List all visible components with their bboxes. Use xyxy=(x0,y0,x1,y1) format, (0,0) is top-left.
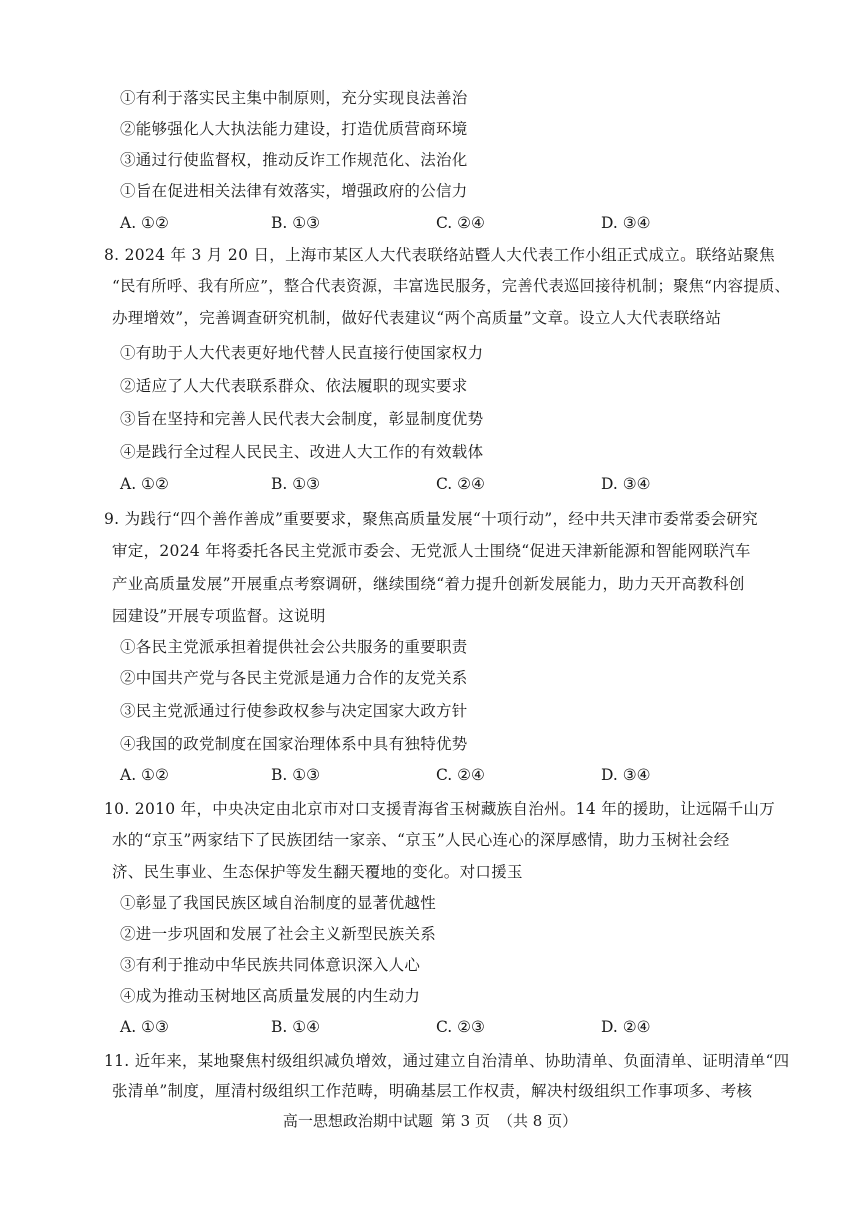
q10-stem-line-1: 10. 2010 年，中央决定由北京市对口支援青海省玉树藏族自治州。14 年的援助，让远隔千山万 xyxy=(104,800,776,818)
q9-stem-line-2: 审定，2024 年将委托各民主党派市委会、无党派人士围绕“促进天津新能源和智能网联汽车 xyxy=(112,542,751,560)
q9-choice-d: D. ③④ xyxy=(601,766,651,784)
q8-stem-line-1: 8. 2024 年 3 月 20 日，上海市某区人大代表联络站暨人大代表工作小组正式成立。联络站聚焦 xyxy=(104,246,775,264)
q8-choice-c: C. ②④ xyxy=(436,475,485,493)
q10-option-3: ③有利于推动中华民族共同体意识深入人心 xyxy=(120,956,421,974)
footer-exam-title: 高一思想政治期中试题 xyxy=(282,1112,433,1130)
q10-option-2: ②进一步巩固和发展了社会主义新型民族关系 xyxy=(120,925,437,943)
q11-stem-line-1: 11. 近年来，某地聚焦村级组织减负增效，通过建立自治清单、协助清单、负面清单、证明清单“四 xyxy=(104,1052,790,1070)
q10-choice-d: D. ②④ xyxy=(601,1018,651,1036)
q8-option-1: ①有助于人大代表更好地代替人民直接行使国家权力 xyxy=(120,344,484,362)
q9-stem-line-4: 园建设”开展专项监督。这说明 xyxy=(112,607,326,625)
q7-option-1: ①有利于落实民主集中制原则，充分实现良法善治 xyxy=(120,89,468,107)
q9-choice-c: C. ②④ xyxy=(436,766,485,784)
q8-option-4: ④是践行全过程人民民主、改进人大工作的有效载体 xyxy=(120,443,484,461)
q8-option-3: ③旨在坚持和完善人民代表大会制度，彰显制度优势 xyxy=(120,410,484,428)
q10-stem-line-2: 水的“京玉”两家结下了民族团结一家亲、“京玉”人民心连心的深厚感情，助力玉树社会经 xyxy=(112,831,730,849)
q10-choice-c: C. ②③ xyxy=(436,1018,485,1036)
q8-choice-a: A. ①② xyxy=(120,475,169,493)
q7-choice-b: B. ①③ xyxy=(271,214,321,232)
q9-option-1: ①各民主党派承担着提供社会公共服务的重要职责 xyxy=(120,638,468,656)
q10-choice-a: A. ①③ xyxy=(120,1018,169,1036)
q8-option-2: ②适应了人大代表联系群众、依法履职的现实要求 xyxy=(120,377,468,395)
page-footer xyxy=(0,1110,860,1131)
footer-page-number: 第 3 页 xyxy=(440,1112,490,1130)
q10-choice-b: B. ①④ xyxy=(271,1018,321,1036)
q7-option-4: ①旨在促进相关法律有效落实，增强政府的公信力 xyxy=(120,182,468,200)
q7-choice-a: A. ①② xyxy=(120,214,169,232)
q8-stem-line-3: 办理增效”，完善调查研究机制，做好代表建议“两个高质量”文章。设立人大代表联络站 xyxy=(112,309,722,327)
q10-stem-line-3: 济、民生事业、生态保护等发生翻天覆地的变化。对口援玉 xyxy=(112,863,523,881)
q11-stem-line-2: 张清单”制度，厘清村级组织工作范畴，明确基层工作权责，解决村级组织工作事项多、考核 xyxy=(112,1082,753,1100)
q10-option-4: ④成为推动玉树地区高质量发展的内生动力 xyxy=(120,987,421,1005)
q9-stem-line-3: 产业高质量发展”开展重点考察调研，继续围绕“着力提升创新发展能力，助力天开高教科创 xyxy=(112,575,745,593)
q9-choice-b: B. ①③ xyxy=(271,766,321,784)
q8-choice-b: B. ①③ xyxy=(271,475,321,493)
q9-option-4: ④我国的政党制度在国家治理体系中具有独特优势 xyxy=(120,735,468,753)
q7-choice-d: D. ③④ xyxy=(601,214,651,232)
q7-option-3: ③通过行使监督权，推动反诈工作规范化、法治化 xyxy=(120,151,468,169)
q7-option-2: ②能够强化人大执法能力建设，打造优质营商环境 xyxy=(120,120,468,138)
footer-total-pages: （共 8 页） xyxy=(498,1112,578,1130)
q8-stem-line-2: “民有所呼、我有所应”，整合代表资源，丰富选民服务，完善代表巡回接待机制；聚焦“内容提质、 xyxy=(112,277,791,295)
q9-option-3: ③民主党派通过行使参政权参与决定国家大政方针 xyxy=(120,702,468,720)
q9-stem-line-1: 9. 为践行“四个善作善成”重要要求，聚焦高质量发展“十项行动”，经中共天津市委常委会研究 xyxy=(104,510,758,528)
q9-choice-a: A. ①② xyxy=(120,766,169,784)
q10-option-1: ①彰显了我国民族区域自治制度的显著优越性 xyxy=(120,894,437,912)
q8-choice-d: D. ③④ xyxy=(601,475,651,493)
q9-option-2: ②中国共产党与各民主党派是通力合作的友党关系 xyxy=(120,669,468,687)
q7-choice-c: C. ②④ xyxy=(436,214,485,232)
